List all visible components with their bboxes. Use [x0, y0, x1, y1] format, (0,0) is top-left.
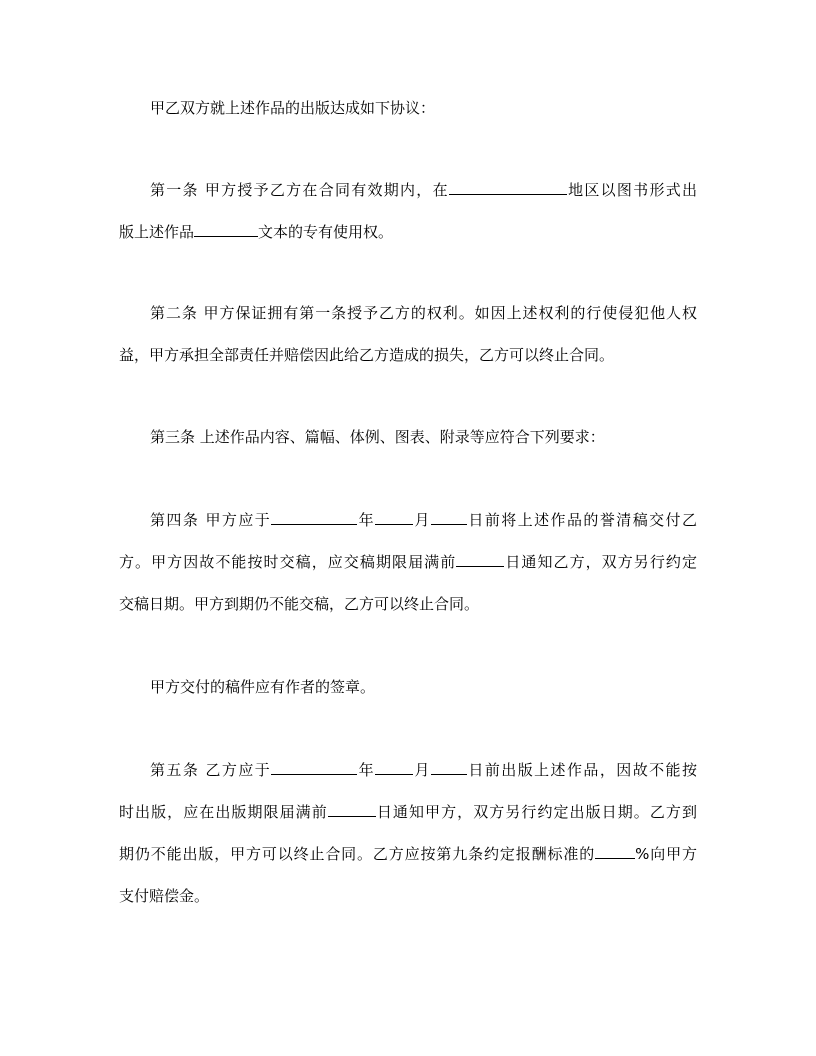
clause1-line2 [119, 221, 697, 243]
clause1-line1 [150, 179, 697, 201]
clause5-line1 [150, 759, 697, 781]
clause3-text: 第三条 上述作品内容、篇幅、体例、图表、附录等应符合下列要求： [150, 428, 605, 446]
month-blank [375, 509, 413, 525]
year-blank [271, 759, 357, 775]
clause4-text: 方。甲方因故不能按时交稿，应交稿期限届满前 [119, 553, 457, 571]
clause5-text: %向甲方 [635, 845, 697, 863]
intro-paragraph [150, 97, 697, 119]
language-blank [194, 221, 258, 237]
month-label: 月 [413, 511, 431, 529]
year-blank [271, 509, 357, 525]
clause5-text: 支付赔偿金。 [119, 887, 210, 905]
intro-text: 甲乙双方就上述作品的出版达成如下协议： [150, 99, 436, 117]
notice-days-blank [456, 551, 504, 567]
clause4-line2 [119, 551, 697, 573]
region-blank [449, 179, 567, 195]
signature-note-text: 甲方交付的稿件应有作者的签章。 [150, 678, 376, 696]
clause2-text: 第二条 甲方保证拥有第一条授予乙方的权利。如因上述权利的行使侵犯他人权 [150, 304, 697, 322]
clause5-text: 第五条 乙方应于 [150, 761, 272, 779]
clause4-text: 日前将上述作品的誉清稿交付乙 [466, 511, 697, 529]
day-blank [431, 509, 467, 525]
year-label: 年 [357, 511, 376, 529]
year-label: 年 [357, 761, 376, 779]
clause1-text: 地区以图书形式出 [566, 181, 697, 199]
notice-days-blank [328, 801, 376, 817]
clause1-text: 版上述作品 [119, 223, 195, 241]
clause3-line1 [150, 426, 697, 448]
clause2-text: 益，甲方承担全部责任并赔偿因此给乙方造成的损失，乙方可以终止合同。 [119, 346, 615, 364]
clause4-line3 [119, 593, 697, 615]
month-blank [375, 759, 413, 775]
clause5-text: 时出版，应在出版期限届满前 [119, 803, 328, 821]
clause5-line2 [119, 801, 697, 823]
clause2-line1 [150, 302, 697, 324]
signature-note [150, 676, 697, 698]
clause4-text: 日通知乙方，双方另行约定 [504, 553, 697, 571]
clause1-text: 文本的专有使用权。 [258, 223, 394, 241]
clause5-line4 [119, 885, 697, 907]
clause4-text: 第四条 甲方应于 [150, 511, 272, 529]
month-label: 月 [413, 761, 431, 779]
clause4-line1 [150, 509, 697, 531]
clause5-text: 期仍不能出版，甲方可以终止合同。乙方应按第九条约定报酬标准的 [119, 845, 596, 863]
clause2-line2 [119, 344, 697, 366]
percent-blank [595, 843, 635, 859]
day-blank [431, 759, 467, 775]
clause4-text: 交稿日期。甲方到期仍不能交稿，乙方可以终止合同。 [119, 595, 480, 613]
clause1-text: 第一条 甲方授予乙方在合同有效期内，在 [150, 181, 449, 199]
clause5-text: 日前出版上述作品，因故不能按 [466, 761, 697, 779]
clause5-line3 [119, 843, 697, 865]
clause5-text: 日通知甲方，双方另行约定出版日期。乙方到 [375, 803, 697, 821]
